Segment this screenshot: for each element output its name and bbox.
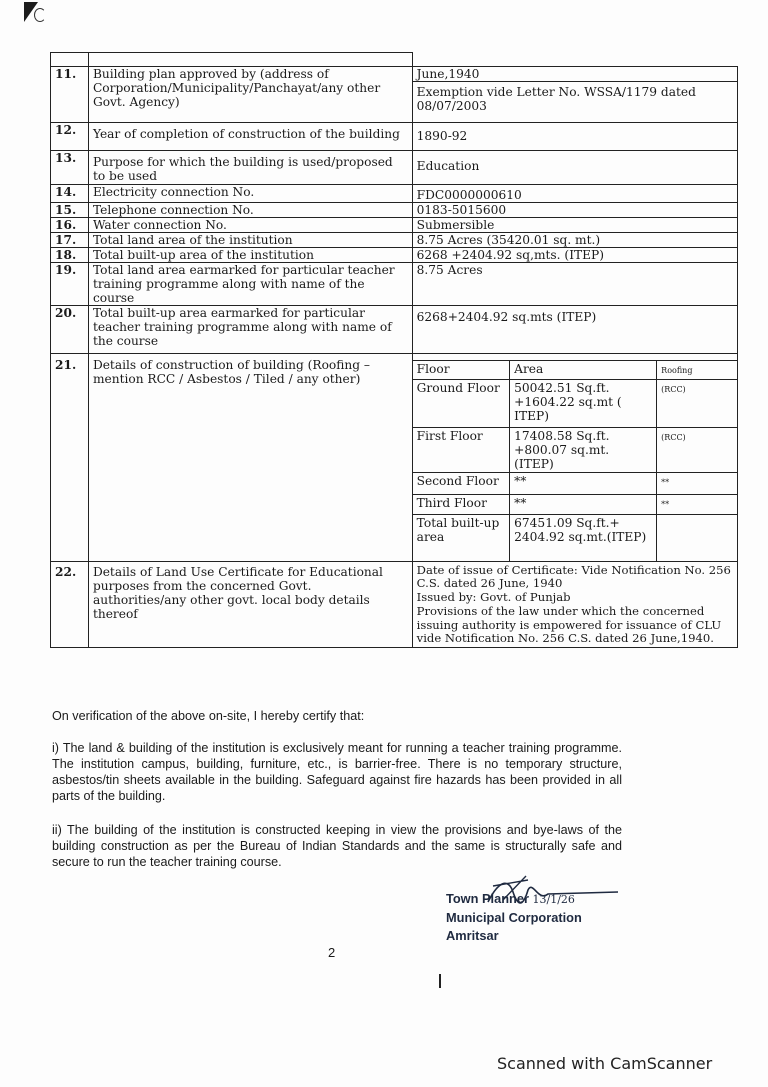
- row-value: [412, 67, 737, 123]
- table-row-12: 12. Year of completion of construction of the building 1890-92: [51, 123, 738, 151]
- building-purpose: Education: [412, 151, 737, 185]
- roofing-header: Roofing: [657, 361, 737, 380]
- signatory-city: Amritsar: [446, 928, 499, 943]
- signature-block: [446, 890, 582, 945]
- total-land-area: 8.75 Acres (35420.01 sq. mt.): [412, 233, 737, 248]
- table-row-22: 22. Details of Land Use Certificate for Educational purposes from the concerned Govt. authorities/any other govt. local body details thereof Date of issue of Certificate: Vide Notification No. 256 C.S. dated 26 June, 1940 Issued by: Govt. of Punjab Provisions of the law under which the concerned issuing authority is empowered for issuance of CLU vide Notification No. 256 C.S. dated 26 June,1940.: [51, 561, 738, 648]
- table-row-15: 15. Telephone connection No. 0183-5015600: [51, 203, 738, 218]
- approval-exemption: Exemption vide Letter No. WSSA/1179 dated 08/07/2003: [413, 81, 737, 113]
- scan-corner-mark: [20, 0, 48, 24]
- construction-row: Third Floor ** **: [413, 495, 737, 515]
- table-row-header: [51, 53, 738, 67]
- earmarked-land-area: 8.75 Acres: [412, 263, 737, 306]
- scanner-watermark: Scanned with CamScanner: [497, 1054, 713, 1073]
- signatory-title: Town Planner: [446, 891, 529, 906]
- earmarked-builtup-area: 6268+2404.92 sq.mts (ITEP): [412, 306, 737, 354]
- row-label: Building plan approved by (address of Corporation/Municipality/Panchayat/any other Govt. Agency): [88, 67, 412, 123]
- table-row-21: 21. Details of construction of building (Roofing – mention RCC / Asbestos / Tiled / any other) Floor Area Roofing Ground Floor 50042.51 Sq.ft. +1604.22 sq.mt ( ITEP) (RCC) First Floor 17408.58 Sq.ft. +800.07 sq.mt. (ITEP) (RCC) Second Floor ** ** Third Floor ** ** Total built-up area 67451.09 Sq.ft.+ 2404.92 sq.mt.(ITEP): [51, 354, 738, 562]
- table-row-19: 19. Total land area earmarked for particular teacher training programme along with name of the course 8.75 Acres: [51, 263, 738, 306]
- floor-header: Floor: [413, 361, 510, 380]
- table-row-16: 16. Water connection No. Submersible: [51, 218, 738, 233]
- building-details-table: [50, 52, 738, 648]
- construction-details: [412, 354, 737, 562]
- certification-point-i: i) The land & building of the institution is exclusively meant for running a teacher training programme. The institution campus, building, furniture, etc., is barrier-free. There is no temporary structure, asbestos/tin sheets available in the building. Safeguard against fire hazards has been provided in all parts of the building.: [52, 741, 622, 803]
- electricity-connection: FDC0000000610: [412, 185, 737, 203]
- construction-row: Second Floor ** **: [413, 473, 737, 495]
- certification-intro: On verification of the above on-site, I hereby certify that:: [52, 709, 365, 723]
- table-row-11: [51, 67, 738, 123]
- completion-year: 1890-92: [412, 123, 737, 151]
- telephone-connection: 0183-5015600: [412, 203, 737, 218]
- construction-table: [413, 360, 737, 561]
- certification-point-ii: ii) The building of the institution is constructed keeping in view the provisions and bye-laws of the building construction as per the Bureau of Indian Standards and the same is structurally safe and secure to run the teacher training course.: [52, 823, 622, 869]
- area-header: Area: [510, 361, 657, 380]
- approval-date: June,1940: [416, 67, 480, 81]
- total-builtup-area: 6268 +2404.92 sq,mts. (ITEP): [412, 248, 737, 263]
- row-number: 11.: [51, 67, 89, 123]
- signature-date: 13/1/26: [532, 893, 575, 906]
- page-number: 2: [328, 945, 336, 960]
- water-connection: Submersible: [412, 218, 737, 233]
- table-row-14: 14. Electricity connection No. FDC0000000610: [51, 185, 738, 203]
- pen-mark: [439, 974, 441, 988]
- table-row-13: 13. Purpose for which the building is used/proposed to be used Education: [51, 151, 738, 185]
- table-row-20: 20. Total built-up area earmarked for particular teacher training programme along with name of the course 6268+2404.92 sq.mts (ITEP): [51, 306, 738, 354]
- land-use-certificate: Date of issue of Certificate: Vide Notification No. 256 C.S. dated 26 June, 1940 Issued by: Govt. of Punjab Provisions of the law under which the concerned issuing authority is empowered for issuance of CLU vide Notification No. 256 C.S. dated 26 June,1940.: [412, 561, 737, 648]
- construction-header-row: [413, 361, 737, 380]
- construction-row: First Floor 17408.58 Sq.ft. +800.07 sq.mt. (ITEP) (RCC): [413, 428, 737, 473]
- table-row-18: 18. Total built-up area of the institution 6268 +2404.92 sq,mts. (ITEP): [51, 248, 738, 263]
- construction-total-row: Total built-up area 67451.09 Sq.ft.+ 2404.92 sq.mt.(ITEP): [413, 515, 737, 561]
- construction-row: Ground Floor 50042.51 Sq.ft. +1604.22 sq.mt ( ITEP) (RCC): [413, 380, 737, 428]
- signatory-organization: Municipal Corporation: [446, 910, 582, 925]
- table-row-17: 17. Total land area of the institution 8.75 Acres (35420.01 sq. mt.): [51, 233, 738, 248]
